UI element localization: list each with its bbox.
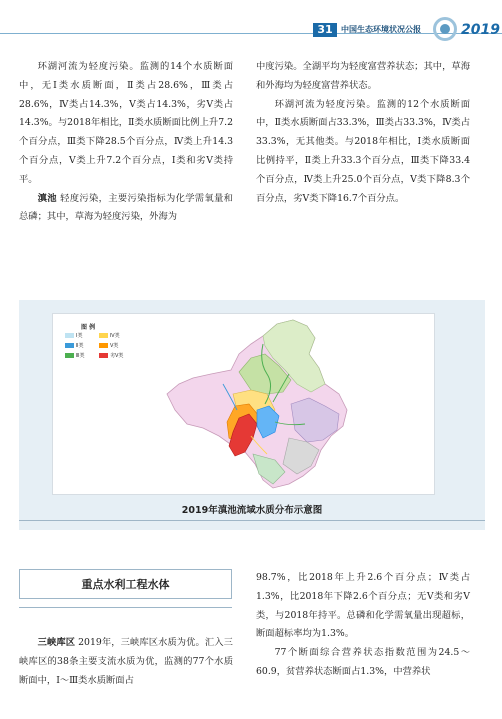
left-column: [19, 58, 233, 227]
legend-swatch: [65, 353, 74, 358]
legend-title: 图 例: [81, 324, 96, 331]
paragraph-lead: 三峡库区: [37, 637, 76, 648]
right-column: [256, 58, 470, 208]
legend-item: [99, 342, 118, 349]
legend-label: Ⅱ类: [76, 343, 84, 349]
bottom-left-column: [19, 634, 233, 690]
paragraph-three-gorges: [19, 634, 233, 690]
paragraph-rivers-2: 环湖河流为轻度污染。监测的12个水质断面中，Ⅱ类水质断面占33.3%，Ⅲ类占33.3%，Ⅳ类占33.3%，无其他类。与2018年相比，Ⅰ类水质断面比例持平，Ⅱ类上升33.3个百分点，Ⅲ类下降33.4个百分点，Ⅳ类上升25.0个百分点，Ⅴ类下降8.3个百分点，劣Ⅴ类下降16.7个百分点。: [256, 98, 470, 204]
paragraph-dianchi: [19, 190, 233, 228]
legend-item: [99, 332, 120, 339]
legend-item: [65, 342, 83, 349]
paragraph-lead: 滇池: [37, 192, 57, 204]
paragraph-trophic: 77个断面综合营养状态指数范围为24.5～60.9，贫营养状态断面占1.3%，中营养状: [256, 647, 470, 677]
legend-label: Ⅴ类: [110, 343, 119, 349]
section-rule: [19, 607, 232, 608]
paragraph-rivers-1: 环湖河流为轻度污染。监测的14个水质断面中，无Ⅰ类水质断面，Ⅱ类占28.6%，Ⅲ类占28.6%，Ⅳ类占14.3%，Ⅴ类占14.3%，劣Ⅴ类占14.3%。与2018年相比，Ⅱ类水质断面比例上升7.2个百分点，Ⅲ类下降28.5个百分点，Ⅳ类上升14.3个百分点，Ⅴ类上升7.2个百分点，Ⅰ类和劣Ⅴ类持平。: [19, 61, 233, 185]
figure-caption: 2019年滇池流域水质分布示意图: [181, 505, 323, 516]
section-heading-box: [19, 569, 232, 599]
legend-swatch: [99, 353, 108, 358]
header-year: 2019: [461, 22, 500, 38]
legend-item: [65, 352, 84, 359]
paragraph-text: 2019年，三峡库区水质为优。汇入三峡库区的38条主要支流水质为优，监测的77个水质断面中，Ⅰ～Ⅲ类水质断面占: [19, 637, 233, 686]
bottom-right-column: [256, 569, 470, 682]
figure-panel: [19, 300, 485, 530]
legend-item: [65, 332, 82, 339]
water-quality-map: [53, 314, 434, 494]
page-number: 31: [313, 23, 337, 37]
legend-swatch: [99, 333, 108, 338]
header-rule: [0, 33, 502, 34]
header-logo-icon: [433, 17, 457, 41]
caption-rule: [19, 520, 485, 521]
paragraph-continued: 中度污染。全湖平均为轻度富营养状态；其中，草海和外海均为轻度富营养状态。: [256, 61, 470, 91]
legend-label: Ⅲ类: [76, 353, 85, 359]
publication-title: 中国生态环境状况公报: [341, 25, 421, 34]
legend-label: Ⅰ类: [76, 333, 83, 339]
legend-swatch: [65, 333, 74, 338]
legend-swatch: [99, 343, 108, 348]
legend-swatch: [65, 343, 74, 348]
legend-label: 劣Ⅴ类: [110, 353, 124, 359]
legend-label: Ⅳ类: [110, 333, 120, 339]
map-frame: [52, 313, 435, 495]
paragraph-continued-2: 98.7%，比2018年上升2.6个百分点；Ⅳ类占1.3%，比2018年下降2.6个百分点；无Ⅴ类和劣Ⅴ类，与2018年持平。总磷和化学需氧量出现超标，断面超标率均为1.3%。: [256, 572, 470, 640]
legend-item: [99, 352, 123, 359]
section-title: 重点水利工程水体: [81, 578, 170, 591]
paragraph-text: 轻度污染，主要污染指标为化学需氧量和总磷；其中，草海为轻度污染，外海为: [19, 192, 233, 223]
